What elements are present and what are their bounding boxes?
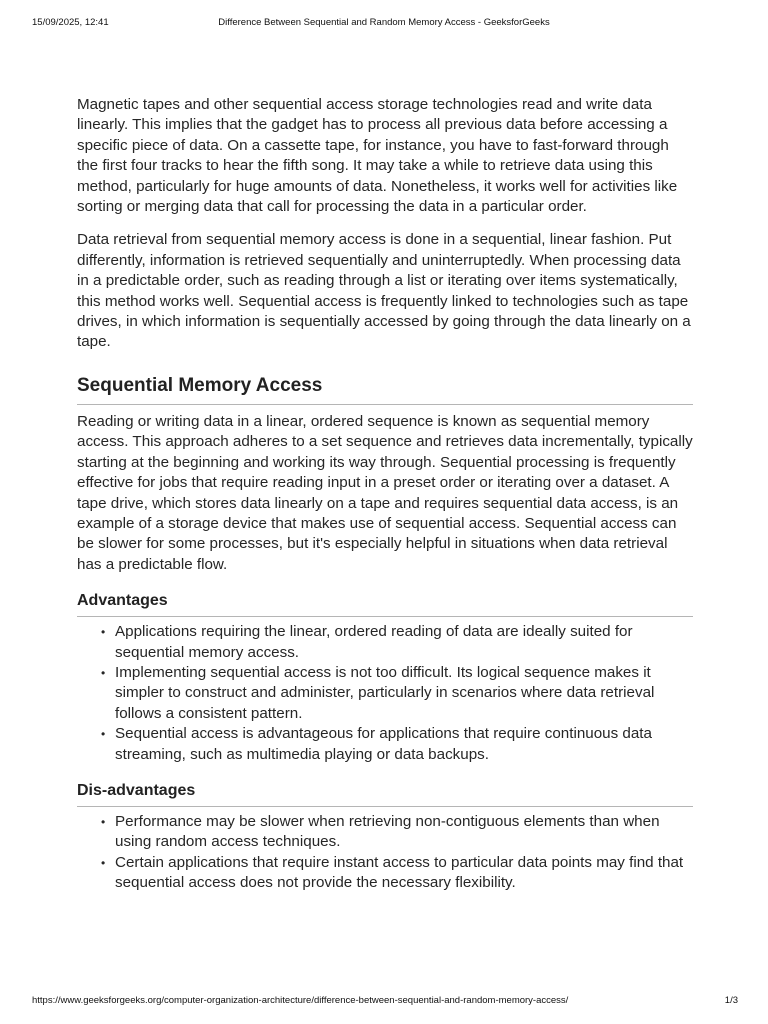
- print-page-title: Difference Between Sequential and Random Memory Access - GeeksforGeeks: [218, 17, 550, 28]
- intro-paragraph-1: Magnetic tapes and other sequential access storage technologies read and write data linearly. This implies that the gadget has to process all previous data before accessing a specific piece of data. On a cassette tape, for instance, you have to fast-forward through the first four tracks to hear the fifth song. It may take a while to retrieve data using this method, particularly for huge amounts of data. Nonetheless, it works well for activities like sorting or merging data that call for processing the data in a particular order.: [77, 96, 678, 216]
- bullet-icon: •: [101, 665, 106, 680]
- list-item-text: Applications requiring the linear, ordered reading of data are ideally suited for sequential memory access.: [115, 623, 633, 661]
- bullet-icon: •: [101, 727, 106, 742]
- print-datetime: 15/09/2025, 12:41: [32, 17, 109, 28]
- bullet-icon: •: [101, 625, 106, 640]
- page-number: 1/3: [724, 995, 738, 1006]
- advantages-heading: Advantages: [77, 591, 693, 617]
- list-item: [101, 724, 693, 765]
- intro-paragraph-2: Data retrieval from sequential memory access is done in a sequential, linear fashion. Put differently, information is retrieved sequentially and uninterruptedly. When processing data in a predictable order, such as reading through a list or iterating over items systematically, this method works well. Sequential access is frequently linked to technologies such as tape drives, in which information is sequentially accessed by going through the data linearly on a tape.: [77, 231, 691, 351]
- list-item-text: Implementing sequential access is not too difficult. Its logical sequence makes it simpler to construct and administer, particularly in scenarios where data retrieval follows a consistent pattern.: [115, 663, 655, 722]
- list-item: [101, 812, 693, 853]
- bullet-icon: •: [101, 814, 106, 829]
- list-item: [101, 663, 693, 724]
- bullet-icon: •: [101, 855, 106, 870]
- advantages-list: [77, 622, 693, 765]
- list-item: [101, 622, 693, 663]
- print-header: [0, 17, 768, 31]
- list-item: [101, 853, 693, 894]
- list-item-text: Performance may be slower when retrieving non-contiguous elements than when using random access techniques.: [115, 812, 660, 851]
- print-footer: [0, 995, 768, 1009]
- article-content: [77, 95, 693, 894]
- page-url-link[interactable]: https://www.geeksforgeeks.org/computer-organization-architecture/difference-between-sequential-and-random-memory-access/: [32, 995, 569, 1006]
- list-item-text: Certain applications that require instant access to particular data points may find that sequential access does not provide the necessary flexibility.: [115, 853, 684, 892]
- section-heading-sequential-memory-access: Sequential Memory Access: [77, 374, 693, 405]
- disadvantages-heading: Dis-advantages: [77, 781, 693, 807]
- disadvantages-list: [77, 812, 693, 894]
- list-item-text: Sequential access is advantageous for applications that require continuous data streaming, such as multimedia playing or data backups.: [115, 725, 652, 763]
- section-paragraph: Reading or writing data in a linear, ordered sequence is known as sequential memory access. This approach adheres to a set sequence and retrieves data incrementally, typically starting at the beginning and working its way through. Sequential processing is frequently effective for jobs that require reading input in a preset order or iterating over a dataset. A tape drive, which stores data linearly on a tape and requires sequential data access, is an example of a storage device that makes use of sequential access. Sequential access can be slower for some processes, but it's especially helpful in situations when data retrieval has a predictable flow.: [77, 412, 693, 573]
